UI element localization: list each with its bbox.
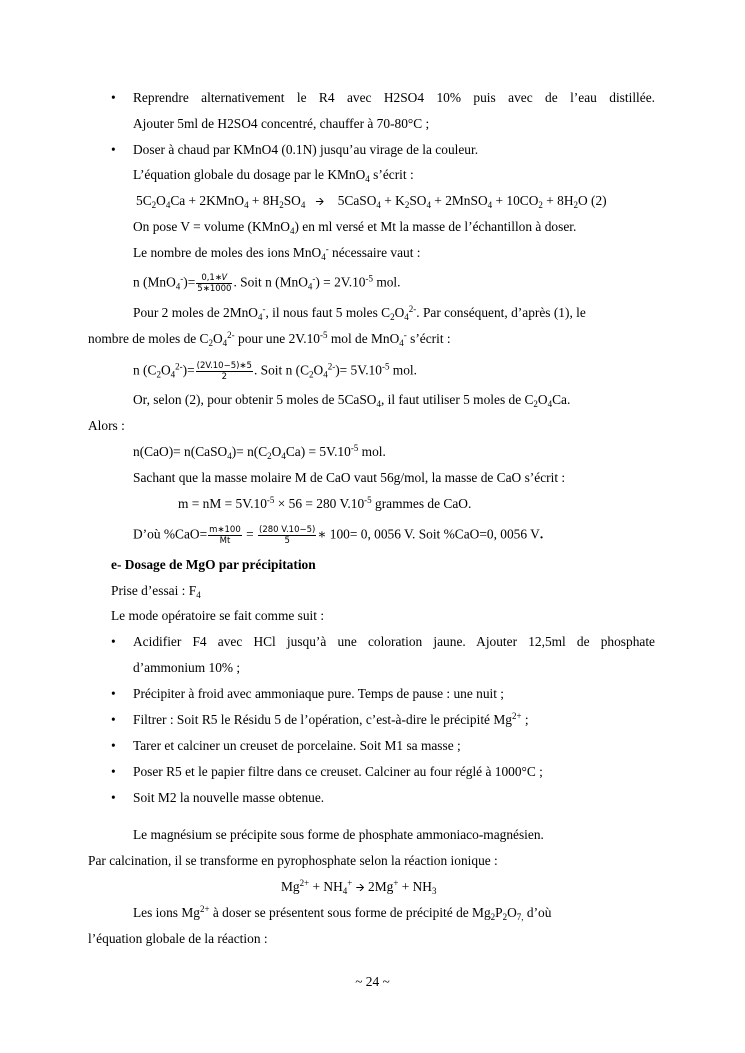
bullet-icon: • <box>111 142 116 157</box>
fraction: $\frac{(280 V.10-5)}{5}$ <box>259 525 316 546</box>
equation-ionic: $Mg^{2+} + NH_4^+$ 🡪 $2Mg^+ + NH_3$ <box>281 878 437 896</box>
paragraph: Alors : <box>88 418 125 433</box>
paragraph: Les ions $Mg^{2+}$ à doser se présentent sous forme de précipité de $Mg_2P_2O_{7,}$ d’où <box>133 904 552 922</box>
fraction: $\frac{(2V.10-5)∗5}{2}$ <box>196 361 252 382</box>
paragraph: Par calcination, il se transforme en pyrophosphate selon la réaction ionique : <box>88 853 498 868</box>
equation-n-cao: n(CaO)= n(CaSO$_4$)= $n(C_2O_4Ca) = 5V.10^{-5}$ mol. <box>133 443 386 461</box>
bullet-line: Poser R5 et le papier filtre dans ce creuset. Calciner au four réglé à 1000°C ; <box>133 764 543 779</box>
arrow-icon: 🡪 <box>355 881 365 894</box>
fraction: 0,1∗𝑉 5∗1000 <box>197 273 232 294</box>
paragraph: L’équation globale du dosage par le KMnO$_4$ s’écrit : <box>133 167 414 184</box>
paragraph: Sachant que la masse molaire M de CaO vaut 56g/mol, la masse de CaO s’écrit : <box>133 470 566 485</box>
bullet-line: Soit M2 la nouvelle masse obtenue. <box>133 790 325 805</box>
bullet-icon: • <box>111 634 116 649</box>
bullet-line: Ajouter 5ml de H2SO4 concentré, chauffer à 70-80°C ; <box>133 116 430 131</box>
paragraph: Le magnésium se précipite sous forme de phosphate ammoniaco-magnésien. <box>133 827 544 842</box>
equation-percent-cao: D’où %CaO= $\frac{m∗100}{Mt}$ = $\frac{(280 V.10-5)}{5}$ ∗ 100= 0, 0056 V. Soit %CaO=0, 0056 V. <box>133 525 544 546</box>
bullet-line: Filtrer : Soit R5 le Résidu 5 de l’opération, c’est-à-dire le précipité $Mg^{2+}$ ; <box>133 711 529 727</box>
equation-2: $5C_2O_4Ca$ + 2KMnO$_4$ + $8H_2SO_4$ 🡪 5CaSO$_4$ + $K_2SO_4$ + 2MnSO$_4$ + $10CO_2 + 8H_2O$ (2) <box>136 193 607 210</box>
bullet-icon: • <box>111 764 116 779</box>
bullet-line: Reprendre alternativement le R4 avec H2SO4 10% puis avec de l’eau distillée. <box>133 90 655 105</box>
section-heading: e- Dosage de MgO par précipitation <box>111 557 316 572</box>
bullet-line: Précipiter à froid avec ammoniaque pure. Temps de pause : une nuit ; <box>133 686 505 701</box>
fraction: $\frac{m∗100}{Mt}$ <box>209 525 241 546</box>
equation-mass: m = nM = $5V.10^{-5} \times 56 = 280$ $V.10^{-5}$ grammes de CaO. <box>178 495 472 511</box>
bullet-icon: • <box>111 90 116 105</box>
bullet-icon: • <box>111 738 116 753</box>
paragraph: Le mode opératoire se fait comme suit : <box>111 608 325 623</box>
bullet-line: Acidifier F4 avec HCl jusqu’à une coloration jaune. Ajouter 12,5ml de phosphate <box>133 634 655 649</box>
bullet-line: Doser à chaud par KMnO4 (0.1N) jusqu’au virage de la couleur. <box>133 142 479 157</box>
equation-n-mno4: n (MnO$_4$-)= 0,1∗𝑉 5∗1000 . Soit n $(MnO_4^-) = 2V.10^{-5}$ mol. <box>133 273 401 294</box>
paragraph: l’équation globale de la réaction : <box>88 931 268 946</box>
bullet-icon: • <box>111 790 116 805</box>
bullet-icon: • <box>111 686 116 701</box>
paragraph: nombre de moles de $C_2O_4^{2-}$ pour une $2V.10^{-5}$ mol de MnO$_4$- s’écrit : <box>88 330 451 348</box>
paragraph: Or, selon (2), pour obtenir 5 moles de 5CaSO$_4$, il faut utiliser 5 moles de $C_2O_4Ca$. <box>133 392 571 409</box>
bullet-icon: • <box>111 712 116 727</box>
paragraph: Prise d’essai : $F_4$ <box>111 583 201 600</box>
paragraph: Pour 2 moles de 2MnO$_4$-, il nous faut 5 moles $C_2O_4^{2-}$. Par conséquent, d’après (1), le <box>133 304 586 322</box>
paragraph: On pose V = volume (KMnO$_4$) en ml versé et Mt la masse de l’échantillon à doser. <box>133 219 577 236</box>
paragraph: Le nombre de moles des ions MnO$_4$- nécessaire vaut : <box>133 244 421 262</box>
arrow-icon: 🡪 <box>315 195 325 208</box>
page-number: ~ 24 ~ <box>355 974 390 989</box>
bullet-line: Tarer et calciner un creuset de porcelaine. Soit M1 sa masse ; <box>133 738 461 753</box>
bullet-line: d’ammonium 10% ; <box>133 660 241 675</box>
equation-n-c2o4: n $(C_2O_4^{2-})=$ $\frac{(2V.10-5)∗5}{2}$ . Soit n $(C_2O_4^{2-})= 5V.10^{-5}$ mol. <box>133 361 417 382</box>
